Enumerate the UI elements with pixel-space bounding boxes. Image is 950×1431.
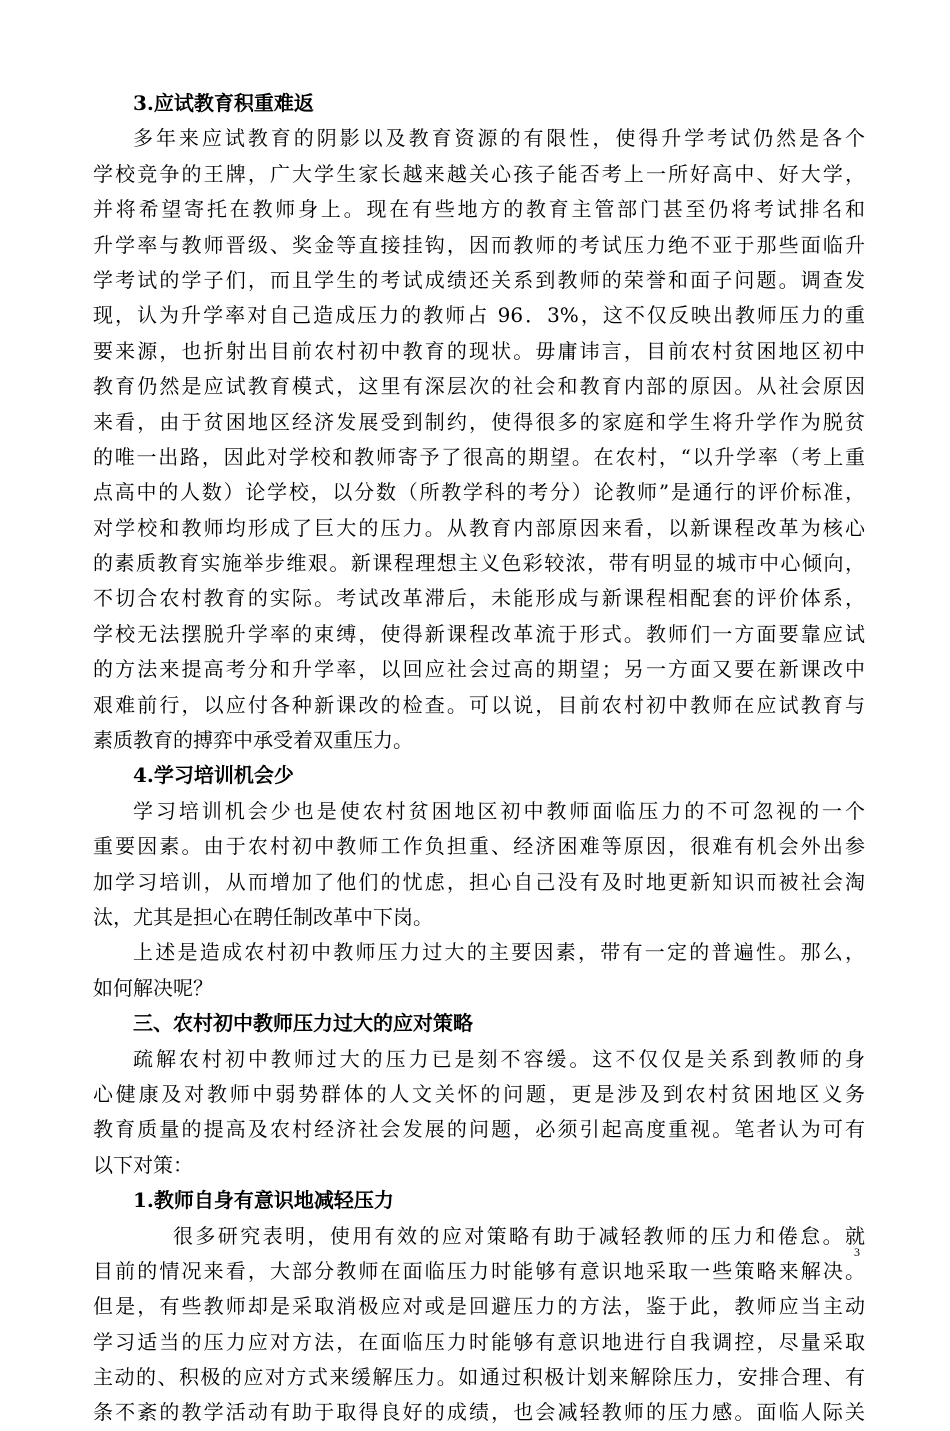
paragraph-line: 汰，尤其是担心在聘任制改革中下岗。: [93, 904, 433, 929]
paragraph-line: 但是，有些教师却是采取消极应对或是回避压力的方法，鉴于此，教师应当主动: [93, 1294, 865, 1319]
paragraph-line: 教育仍然是应试教育模式，这里有深层次的社会和教育内部的原因。从社会原因: [93, 374, 865, 399]
paragraph-line: 以下对策：: [93, 1152, 193, 1177]
paragraph-line: 不切合农村教育的实际。考试改革滞后，未能形成与新课程相配套的评价体系，: [93, 586, 865, 611]
paragraph-line: 学习适当的压力应对方法，在面临压力时能够有意识地进行自我调控，尽量采取: [93, 1329, 865, 1354]
paragraph-line: 点高中的人数）论学校，以分数（所教学科的考分）论教师”是通行的评价标准，: [93, 480, 865, 505]
paragraph-line: 的唯一出路，因此对学校和教师寄予了很高的期望。在农村，“以升学率（考上重: [93, 444, 865, 469]
paragraph-line: 重要因素。由于农村初中教师工作负担重、经济困难等原因，很难有机会外出参: [93, 834, 865, 859]
paragraph-line: 目前的情况来看，大部分教师在面临压力时能够有意识地采取一些策略来解决。: [93, 1258, 865, 1283]
page-number: 3: [854, 1245, 860, 1259]
section-heading: 3.应试教育积重难返: [133, 91, 314, 115]
paragraph-line: 很多研究表明，使用有效的应对策略有助于减轻教师的压力和倦怠。就: [173, 1223, 865, 1248]
section-heading: 4.学习培训机会少: [133, 763, 294, 788]
paragraph-line: 加学习培训，从而增加了他们的忧虑，担心自己没有及时地更新知识而被社会淘: [93, 869, 865, 894]
paragraph-line: 并将希望寄托在教师身上。现在有些地方的教育主管部门甚至仍将考试排名和: [93, 197, 865, 222]
paragraph-line: 如何解决呢？: [93, 975, 213, 1000]
paragraph-line: 艰难前行，以应付各种新课改的检查。可以说，目前农村初中教师在应试教育与: [93, 692, 865, 717]
paragraph-line: 主动的、积极的应对方式来缓解压力。如通过积极计划来解除压力，安排合理、有: [93, 1365, 865, 1390]
paragraph-line: 来看，由于贫困地区经济发展受到制约，使得很多的家庭和学生将升学作为脱贫: [93, 409, 865, 434]
section-heading: 三、农村初中教师压力过大的应对策略: [133, 1011, 473, 1036]
paragraph-line: 要来源，也折射出目前农村初中教育的现状。毋庸讳言，目前农村贫困地区初中: [93, 338, 865, 363]
paragraph-line: 的方法来提高考分和升学率，以回应社会过高的期望；另一方面又要在新课改中: [93, 657, 865, 682]
paragraph-line: 学考试的学子们，而且学生的考试成绩还关系到教师的荣誉和面子问题。调查发: [93, 267, 865, 292]
paragraph-line: 条不紊的教学活动有助于取得良好的成绩，也会减轻教师的压力感。面临人际关: [93, 1400, 865, 1425]
section-heading: 1.教师自身有意识地减轻压力: [133, 1188, 394, 1213]
paragraph-line: 对学校和教师均形成了巨大的压力。从教育内部原因来看，以新课程改革为核心: [93, 515, 865, 540]
paragraph-line: 升学率与教师晋级、奖金等直接挂钩，因而教师的考试压力绝不亚于那些面临升: [93, 232, 865, 257]
paragraph-line: 教育质量的提高及农村经济社会发展的问题，必须引起高度重视。笔者认为可有: [93, 1117, 865, 1142]
paragraph-line: 学校竞争的王牌，广大学生家长越来越关心孩子能否考上一所好高中、好大学，: [93, 161, 865, 186]
paragraph-line: 心健康及对教师中弱势群体的人文关怀的问题，更是涉及到农村贫困地区义务: [93, 1081, 865, 1106]
paragraph-line: 上述是造成农村初中教师压力过大的主要因素，带有一定的普遍性。那么，: [133, 940, 865, 965]
paragraph-line: 的素质教育实施举步维艰。新课程理想主义色彩较浓，带有明显的城市中心倾向，: [93, 551, 865, 576]
paragraph-line: 学校无法摆脱升学率的束缚，使得新课程改革流于形式。教师们一方面要靠应试: [93, 621, 865, 646]
paragraph-line: 现，认为升学率对自己造成压力的教师占 96．3%，这不仅反映出教师压力的重: [93, 303, 865, 328]
paragraph-line: 素质教育的搏弈中承受着双重压力。: [93, 728, 413, 753]
paragraph-line: 疏解农村初中教师过大的压力已是刻不容缓。这不仅仅是关系到教师的身: [133, 1046, 865, 1071]
paragraph-line: 学习培训机会少也是使农村贫困地区初中教师面临压力的不可忽视的一个: [133, 798, 865, 823]
document-body: [93, 86, 865, 1431]
paragraph-line: 多年来应试教育的阴影以及教育资源的有限性，使得升学考试仍然是各个: [133, 126, 865, 151]
